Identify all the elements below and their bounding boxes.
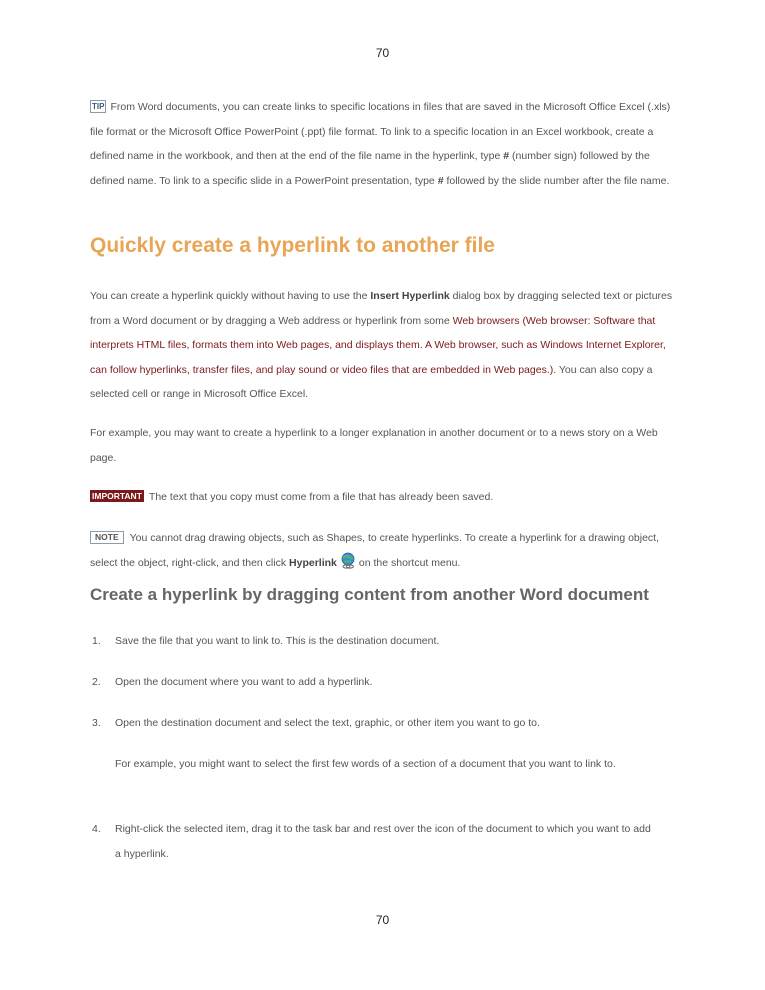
tip-badge: TIP: [92, 102, 105, 111]
step-number: 3.: [92, 717, 101, 729]
page-number-top: 70: [375, 46, 390, 60]
step-text: Open the document where you want to add a hyperlink.: [115, 676, 373, 688]
example-paragraph: For example, you may want to create a hyperlink to a longer explanation in another document or to a news story on a Web page.: [90, 427, 658, 464]
tip-text-before: From Word documents, you can create links to specific locations in files that are saved in the Microsoft Office Excel (.xls) file format or the Microsoft Office PowerPoint (.ppt) file format. To link to a specific location in an Excel workbook, create a defined name in the workbook, and then at the end of the file name in the hyperlink, type: [90, 101, 671, 162]
note-text-after: on the shortcut menu.: [358, 556, 461, 569]
web-browsers-link[interactable]: Web browsers (Web browser: Software that interprets HTML files, formats them into Web pages, and displays them. A Web browser, such as Windows Internet Explorer, can follow hyperlinks, transfer files, and play sound or video files that are embedded in Web pages.): [90, 314, 666, 376]
step-number: 1.: [92, 635, 101, 647]
heading-quickly-create-hyperlink: Quickly create a hyperlink to another file: [90, 234, 495, 257]
important-text: The text that you copy must come from a file that has already been saved.: [148, 491, 494, 503]
step-3-example: For example, you might want to select the first few words of a section of a document that you want to link to.: [115, 758, 616, 770]
tip-paragraph: [90, 95, 680, 193]
tip-hash-1: #: [503, 150, 510, 162]
tip-hash-2: #: [437, 174, 444, 187]
intro-text-before: You can create a hyperlink quickly without having to use the: [90, 290, 371, 302]
intro-text-middle: dialog box by dragging selected text or pictures from a Word document or by dragging a Web address or hyperlink from some: [90, 290, 673, 327]
hyperlink-globe-icon: [340, 552, 356, 569]
intro-paragraph: [90, 284, 680, 407]
step-text: Open the destination document and select the text, graphic, or other item you want to go to.: [115, 717, 540, 729]
tip-text-middle: (number sign) followed by the defined name. To link to a specific slide in a PowerPoint presentation, type: [90, 150, 650, 187]
tip-text-after: followed by the slide number after the file name.: [443, 174, 670, 187]
step-number: 2.: [92, 676, 101, 688]
page-number-bottom: 70: [375, 913, 390, 927]
step-text: Save the file that you want to link to. This is the destination document.: [115, 635, 440, 647]
step-number: 4.: [92, 823, 101, 835]
note-text-before: You cannot drag drawing objects, such as Shapes, to create hyperlinks. To create a hyperlink for a drawing object, select the object, right-click, and then click: [90, 532, 660, 569]
note-badge: NOTE: [90, 531, 124, 544]
important-badge: IMPORTANT: [92, 491, 142, 501]
step-text: Right-click the selected item, drag it to the task bar and rest over the icon of the document to which you want to add a hyperlink.: [115, 823, 651, 860]
note-paragraph: [90, 526, 680, 575]
heading-create-by-dragging: Create a hyperlink by dragging content from another Word document: [90, 585, 649, 604]
important-paragraph: [90, 485, 680, 510]
insert-hyperlink-bold: Insert Hyperlink: [370, 290, 450, 302]
intro-text-after: . You can also copy a selected cell or range in Microsoft Office Excel.: [90, 363, 653, 400]
hyperlink-bold: Hyperlink: [289, 556, 337, 569]
